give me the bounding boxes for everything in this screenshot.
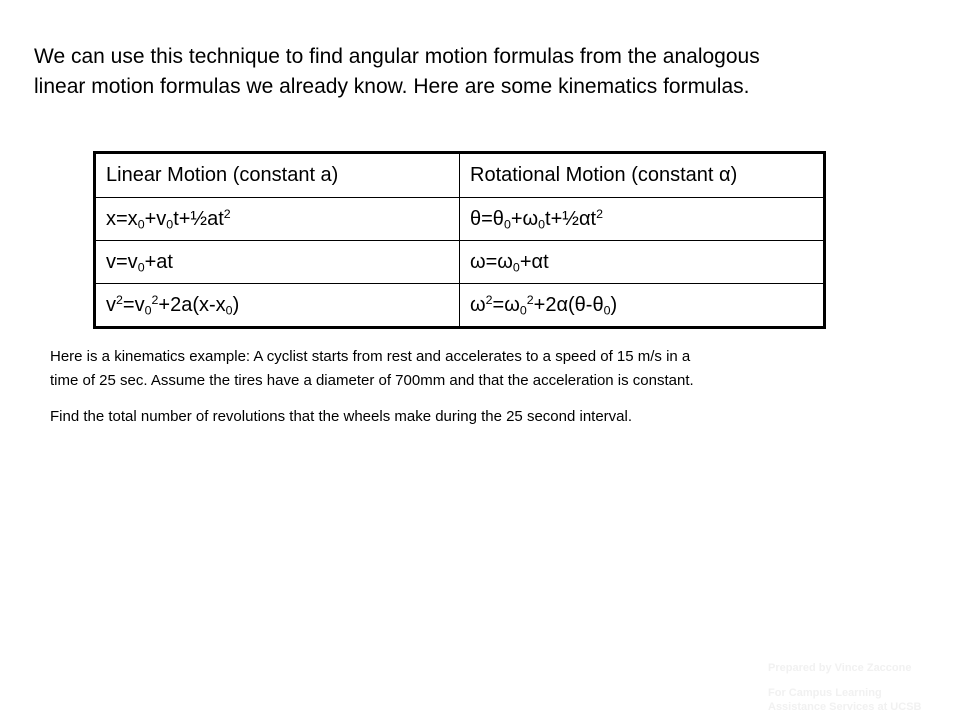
credit-author xyxy=(768,661,911,675)
example-line-2: time of 25 sec. Assume the tires have a diameter of 700mm and that the acceleration is constant. xyxy=(50,372,694,389)
kinematics-formula-table xyxy=(93,151,826,329)
header-rotational-motion: Rotational Motion (constant α) xyxy=(460,153,825,198)
example-line-3: Find the total number of revolutions that the wheels make during the 25 second interval. xyxy=(50,408,633,425)
header-linear-motion: Linear Motion (constant a) xyxy=(95,153,460,198)
intro-line-2: linear motion formulas we already know. Here are some kinematics formulas. xyxy=(34,75,750,98)
table-row-velocity xyxy=(95,241,825,284)
example-line-1: Here is a kinematics example: A cyclist starts from rest and accelerates to a speed of 15 m/s in a xyxy=(50,348,691,365)
example-question xyxy=(50,405,632,429)
formula-angular-velocity-squared: $\omega^2=\omega_0^2+2\alpha(\theta-\theta_0)$ xyxy=(460,284,825,328)
intro-paragraph xyxy=(34,42,934,102)
credit-line-1: Prepared by Vince Zaccone xyxy=(768,662,912,674)
formula-linear-velocity-squared: $v^2=v_0^2+2a(x-x_0)$ xyxy=(95,284,460,328)
credit-organization xyxy=(768,686,921,714)
formula-linear-position: $x=x_0+v_0t+\frac{1}{2}at^2$ xyxy=(95,198,460,241)
table-row-velocity-squared xyxy=(95,284,825,328)
credit-line-2: For Campus Learning xyxy=(768,687,882,699)
formula-angular-velocity: $\omega=\omega_0+\alpha t$ xyxy=(460,241,825,284)
example-problem xyxy=(50,345,694,393)
table-header-row xyxy=(95,153,825,198)
formula-angular-position: $\theta=\theta_0+\omega_0t+\frac{1}{2}\alpha t^2$ xyxy=(460,198,825,241)
table-row-position xyxy=(95,198,825,241)
credit-line-3: Assistance Services at UCSB xyxy=(768,701,922,713)
formula-linear-velocity: $v=v_0+at$ xyxy=(95,241,460,284)
intro-line-1: We can use this technique to find angular motion formulas from the analogous xyxy=(34,45,760,68)
